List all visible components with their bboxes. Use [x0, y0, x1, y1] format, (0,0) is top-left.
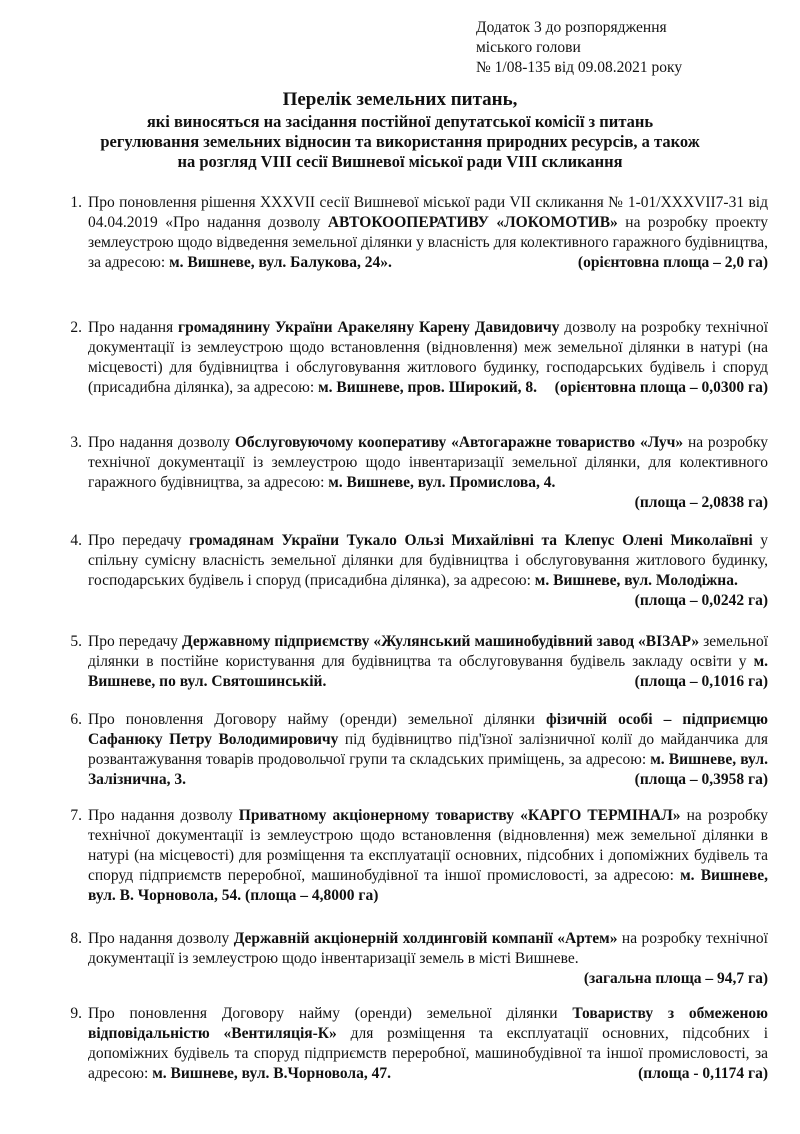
item-text: Про поновлення рішення XXXVII сесії Вишневої міської ради VII скликання № 1-01/XXXVII7-31 від 04.04.2019 «Про надання дозволу: [88, 194, 768, 231]
item-text: Про надання дозволу: [88, 807, 239, 824]
item-address: м. Вишневе, по вул. Святошинській.: [88, 653, 768, 690]
item-number: 3.: [70, 434, 82, 451]
item-subject: АВТОКООПЕРАТИВУ «ЛОКОМОТИВ»: [327, 214, 618, 231]
item-area: (загальна площа – 94,7 га): [583, 970, 768, 987]
item-text: Про поновлення Договору найму (оренди) земельної ділянки: [88, 1005, 573, 1022]
item-subject: фізичній особі – підприємцю Сафанюку Петру Володимировичу: [88, 711, 768, 748]
item-text: на розробку проекту землеустрою щодо відведення земельної ділянки у власність для колективного гаражного будівництва, за адресою:: [88, 214, 768, 271]
appendix-line-2: міського голови: [476, 39, 581, 56]
item-text: Про надання дозволу: [88, 434, 235, 451]
item-area-row: [88, 493, 768, 513]
item-address: м. Вишневе, пров. Широкий, 8.: [318, 379, 538, 396]
list-item: [70, 1004, 768, 1084]
item-area-row: [88, 969, 768, 989]
title-line-2: які виносяться на засідання постійної депутатської комісії з питань: [146, 112, 654, 131]
item-text: Про поновлення Договору найму (оренди) земельної ділянки: [88, 711, 547, 728]
item-subject: громадянину України Аракеляну Карену Давидовичу: [178, 319, 560, 336]
item-text: Про передачу: [88, 633, 183, 650]
document-title: [20, 90, 780, 172]
list-item: [70, 318, 769, 398]
item-number: 2.: [70, 319, 82, 336]
item-text: на розробку технічної документації із землеустрою щодо інвентаризації земель в місті Вишневе.: [88, 930, 768, 967]
item-area: (площа – 0,0242 га): [634, 592, 768, 609]
item-number: 9.: [70, 1005, 82, 1022]
item-area: (орієнтовна площа – 0,0300 га): [554, 379, 768, 396]
item-number: 1.: [70, 194, 82, 211]
item-number: 6.: [70, 711, 82, 728]
item-subject: громадянам України Тукало Ользі Михайлівні та Клепус Олені Миколаївні: [189, 532, 753, 549]
list-item: [70, 710, 768, 790]
list-item: [70, 929, 768, 989]
item-text: дозволу на розробку технічної документації із землеустрою щодо встановлення (відновлення) меж земельної ділянки в натурі (на місцевості) для будівництва і обслуговування житлового будинку, господарських будівель і споруд (присадибна ділянка), за адресою:: [88, 319, 769, 396]
item-number: 4.: [70, 532, 82, 549]
item-text: у спільну сумісну власність земельної ділянки для будівництва і обслуговування житлового будинку, господарських будівель і споруд (присадибна ділянка), за адресою:: [88, 532, 769, 589]
item-area: (площа – 4,8000 га): [245, 887, 379, 904]
title-line-3: регулювання земельних відносин та використання природних ресурсів, а також: [100, 132, 700, 151]
item-text: на розробку технічної документації із землеустрою щодо інвентаризації земельної ділянки, для колективного гаражного будівництва, за адресою:: [88, 434, 769, 491]
item-subject: Державній акціонерній холдинговій компанії «Артем»: [233, 930, 618, 947]
item-text: Про надання дозволу: [88, 930, 234, 947]
item-number: 7.: [70, 807, 82, 824]
item-address: м. Вишневе, вул. Промислова, 4.: [328, 474, 556, 491]
item-address: м. Вишневе, вул. Молодіжна.: [534, 572, 738, 589]
item-area: (орієнтовна площа – 2,0 га): [577, 254, 768, 271]
item-number: 5.: [70, 633, 82, 650]
list-item: [70, 632, 768, 692]
list-item: [70, 531, 769, 611]
item-text: під будівництво під'їзної залізничної колії до майданчика для розвантажування товарів продовольчої групи та складських приміщень, за адресою:: [88, 731, 768, 768]
item-area: (площа – 2,0838 га): [634, 494, 768, 511]
item-area: (площа – 0,3958 га): [634, 771, 768, 788]
item-subject: Державному підприємству «Жулянський машинобудівний завод «ВІЗАР»: [182, 633, 700, 650]
item-text: для розміщення та експлуатації основних, підсобних і допоміжних будівель та споруд підприємств переробної, машинобудівної та іншої промисловості, за адресою:: [88, 1025, 768, 1082]
item-text: на розробку технічної документації із землеустрою щодо встановлення (відновлення) меж земельної ділянки в натурі (на місцевості) для розміщення та експлуатації основних, підсобних і допоміжних будівель та споруд підприємств переробної, машинобудівної та іншої промисловості, за адресою:: [88, 807, 769, 884]
title-line-4: на розгляд VIII сесії Вишневої міської ради VIII скликання: [177, 152, 623, 171]
list-item: [70, 806, 769, 906]
item-area: (площа - 0,1174 га): [638, 1065, 768, 1082]
item-subject: Приватному акціонерному товариству «КАРГО ТЕРМІНАЛ»: [238, 807, 681, 824]
appendix-line-3: № 1/08-135 від 09.08.2021 року: [476, 59, 683, 76]
list-item: [70, 433, 769, 513]
item-text: Про передачу: [88, 532, 190, 549]
item-subject: Обслуговуючому кооперативу «Автогаражне товариство «Луч»: [234, 434, 684, 451]
item-text: Про надання: [88, 319, 179, 336]
item-address: м. Вишневе, вул. Залізнична, 3.: [88, 751, 768, 788]
item-number: 8.: [70, 930, 82, 947]
item-address: м. Вишневе, вул. В. Чорновола, 54.: [88, 867, 768, 904]
item-address: м. Вишневе, вул. Балукова, 24».: [169, 254, 392, 271]
appendix-line-1: Додаток 3 до розпорядження: [476, 19, 667, 36]
title-line-1: Перелік земельних питань,: [282, 89, 518, 110]
item-text: земельної ділянки в постійне користування для будівництва та обслуговування будівель закладу освіти у: [88, 633, 768, 670]
item-address: м. Вишневе, вул. В.Чорновола, 47.: [152, 1065, 391, 1082]
list-item: [70, 193, 768, 273]
item-subject: Товариству з обмеженою відповідальністю «Вентиляція-К»: [88, 1005, 768, 1042]
appendix-note: [476, 18, 776, 78]
item-area: (площа – 0,1016 га): [634, 673, 768, 690]
